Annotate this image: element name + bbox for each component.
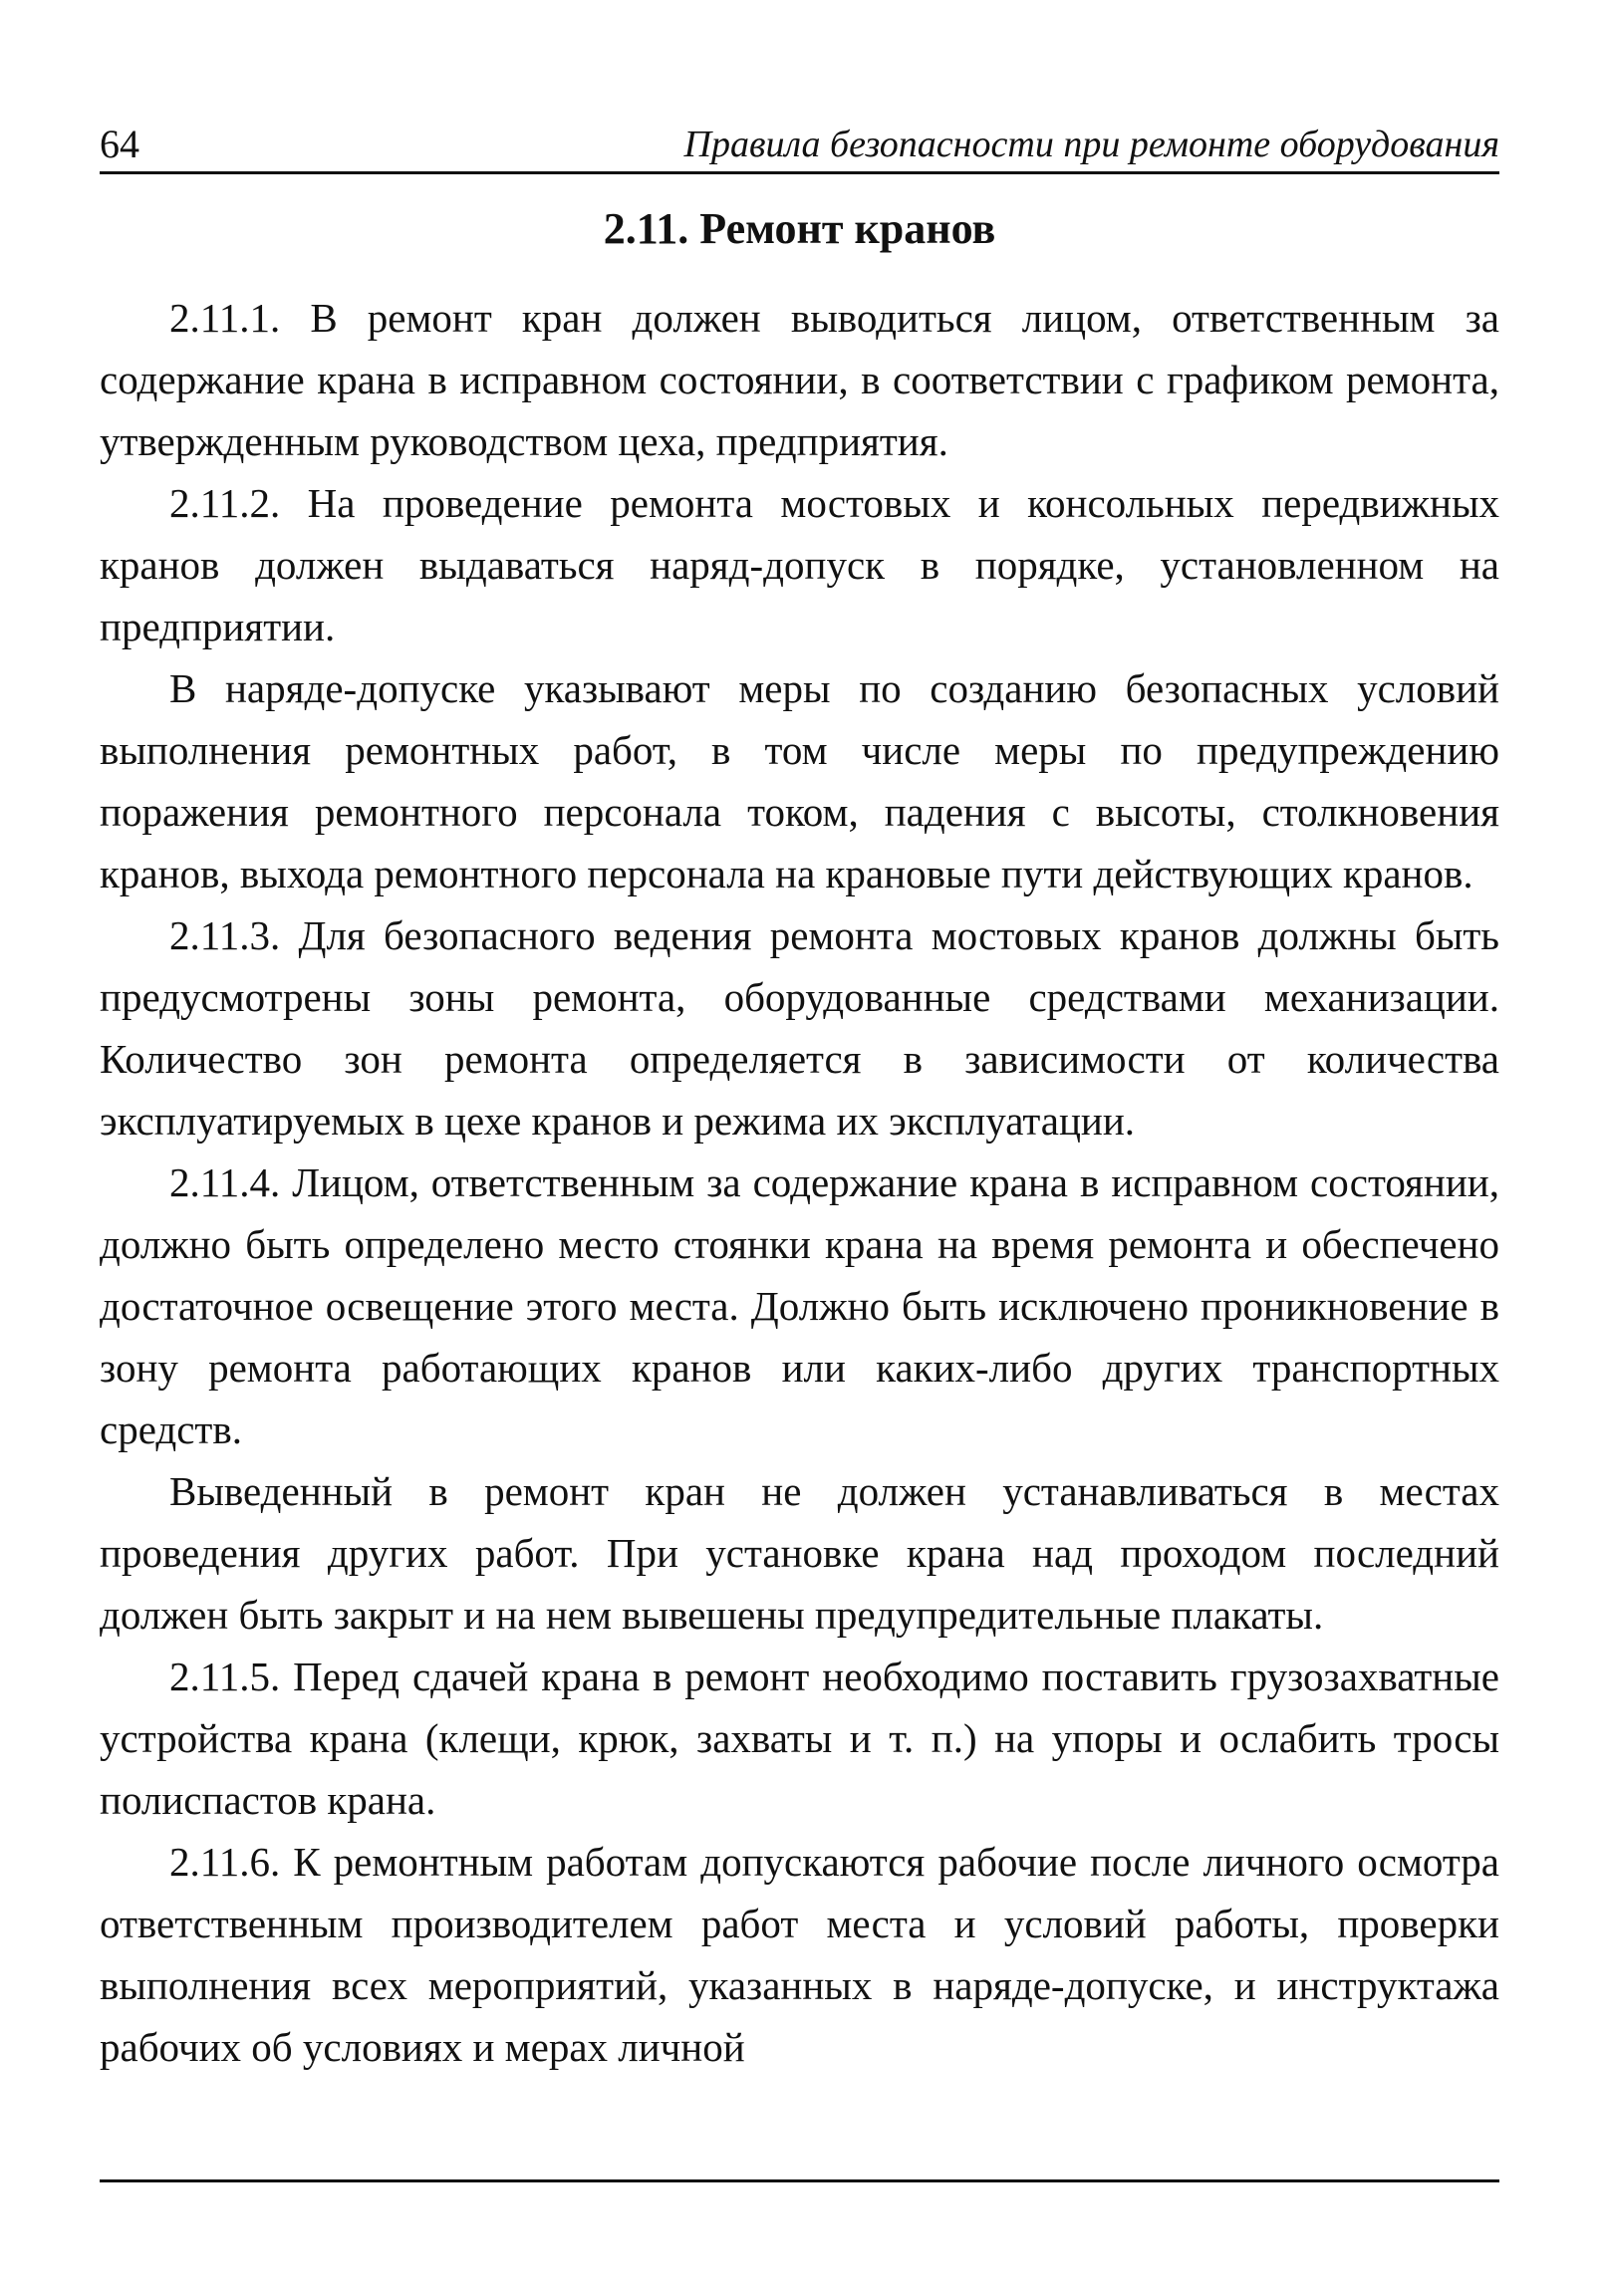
body-text bbox=[100, 287, 1499, 2078]
running-title: Правила безопасности при ремонте оборудования bbox=[683, 124, 1499, 165]
paragraph-crane-placement: Выведенный в ремонт кран не должен устанавливаться в местах проведения других работ. При установке крана над проходом последний должен быть закрыт и на нем вывешены предупредительные плакаты. bbox=[100, 1468, 1499, 1638]
paragraph-2-11-2: 2.11.2. На проведение ремонта мостовых и консольных передвижных кранов должен выдаваться наряд-допуск в порядке, установленном на предприятии. bbox=[100, 480, 1499, 649]
paragraph-2-11-4: 2.11.4. Лицом, ответственным за содержание крана в исправном состоянии, должно быть определено место стоянки крана на время ремонта и обеспечено достаточное освещение этого места. Должно быть исключено проникновение в зону ремонта работающих кранов или каких-либо других транспортных средств. bbox=[100, 1159, 1499, 1452]
paragraph-permit-measures: В наряде-допуске указывают меры по созданию безопасных условий выполнения ремонтных работ, в том числе меры по предупреждению поражения ремонтного персонала током, падения с высоты, столкновения кранов, выхода ремонтного персонала на крановые пути действующих кранов. bbox=[100, 665, 1499, 896]
page-number: 64 bbox=[100, 122, 139, 166]
paragraph-2-11-1: 2.11.1. В ремонт кран должен выводиться лицом, ответственным за содержание крана в исправном состоянии, в соответствии с графиком ремонта, утвержденным руководством цеха, предприятия. bbox=[100, 295, 1499, 464]
paragraph-2-11-3: 2.11.3. Для безопасного ведения ремонта мостовых кранов должны быть предусмотрены зоны ремонта, оборудованные средствами механизации. Количество зон ремонта определяется в зависимости от количества эксплуатируемых в цехе кранов и режима их эксплуатации. bbox=[100, 912, 1499, 1144]
footer-rule bbox=[100, 2179, 1499, 2182]
running-header bbox=[100, 120, 1499, 174]
section-title: 2.11. Ремонт кранов bbox=[603, 204, 996, 253]
paragraph-2-11-5: 2.11.5. Перед сдачей крана в ремонт необходимо поставить грузозахватные устройства крана (клещи, крюк, захваты и т. п.) на упоры и ослабить тросы полиспастов крана. bbox=[100, 1654, 1499, 1823]
paragraph-2-11-6: 2.11.6. К ремонтным работам допускаются рабочие после личного осмотра ответственным производителем работ места и условий работы, проверки выполнения всех мероприятий, указанных в наряде-допуске, и инструктажа рабочих об условиях и мерах личной bbox=[100, 1839, 1499, 2070]
